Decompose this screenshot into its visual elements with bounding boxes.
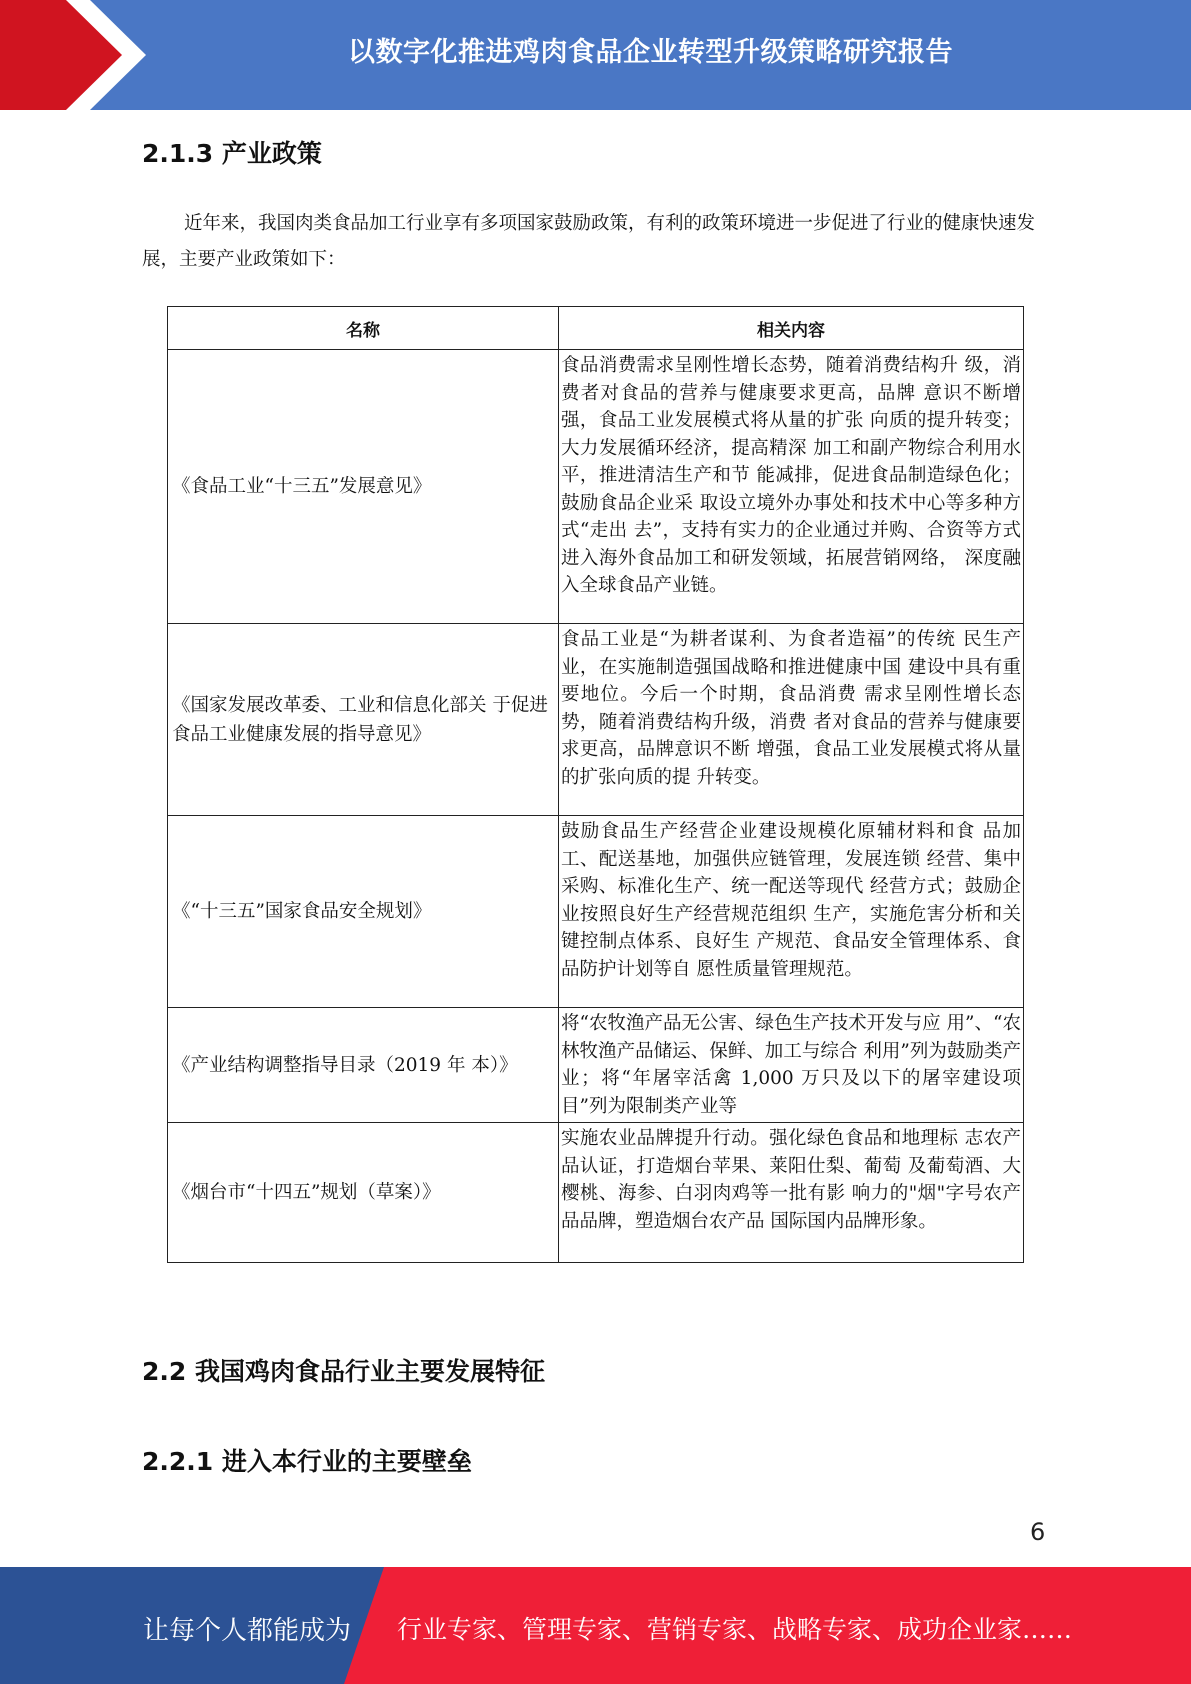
policy-name-cell: 《烟台市“十四五”规划（草案）》 <box>168 1123 559 1263</box>
table-row <box>168 1008 1024 1123</box>
section-heading-2-2: 2.2 我国鸡肉食品行业主要发展特征 <box>142 1357 545 1386</box>
report-title: 以数字化推进鸡肉食品企业转型升级策略研究报告 <box>348 37 953 68</box>
table-row <box>168 816 1024 1008</box>
page-number: 6 <box>1030 1518 1046 1546</box>
policy-content-cell: 鼓励食品生产经营企业建设规模化原辅材料和食 品加工、配送基地，加强供应链管理，发展连锁 经营、集中采购、标准化生产、统一配送等现代 经营方式；鼓励企业按照良好生产经营规范组织 生产，实施危害分析和关键控制点体系、良好生 产规范、食品安全管理体系、食品防护计划等自 愿性质量管理规范。 <box>559 816 1024 1008</box>
policy-name-cell: 《食品工业“十三五”发展意见》 <box>168 350 559 624</box>
section-heading-2-2-1: 2.2.1 进入本行业的主要壁垒 <box>142 1447 472 1476</box>
page-header <box>0 0 1191 110</box>
policy-name-cell: 《“十三五”国家食品安全规划》 <box>168 816 559 1008</box>
policy-name-cell: 《国家发展改革委、工业和信息化部关 于促进食品工业健康发展的指导意见》 <box>168 624 559 816</box>
table-row <box>168 1123 1024 1263</box>
table-header-row <box>168 307 1024 350</box>
policy-content-cell: 食品工业是“为耕者谋利、为食者造福”的传统 民生产业，在实施制造强国战略和推进健康中国 建设中具有重要地位。今后一个时期，食品消费 需求呈刚性增长态势，随着消费结构升级，消费 者对食品的营养与健康要求更高，品牌意识不断 增强，食品工业发展模式将从量的扩张向质的提 升转变。 <box>559 624 1024 816</box>
page-footer <box>0 1567 1191 1684</box>
footer-slogan-left: 让每个人都能成为 <box>143 1616 352 1646</box>
policy-content-cell: 将“农牧渔产品无公害、绿色生产技术开发与应 用”、“农林牧渔产品储运、保鲜、加工与综合 利用”列为鼓励类产业；将“年屠宰活禽 1,000 万只及以下的屠宰建设项目”列为限制类产业等 <box>559 1008 1024 1123</box>
policy-table <box>167 306 1024 1263</box>
section-heading-2-1-3: 2.1.3 产业政策 <box>142 139 322 168</box>
column-header-content: 相关内容 <box>559 307 1024 350</box>
policy-content-cell: 食品消费需求呈刚性增长态势，随着消费结构升 级，消费者对食品的营养与健康要求更高，品牌 意识不断增强，食品工业发展模式将从量的扩张 向质的提升转变；大力发展循环经济，提高精深 加工和副产物综合利用水平，推进清洁生产和节 能减排，促进食品制造绿色化；鼓励食品企业采 取设立境外办事处和技术中心等多种方式“走出 去”，支持有实力的企业通过并购、合资等方式 进入海外食品加工和研发领域，拓展营销网络， 深度融入全球食品产业链。 <box>559 350 1024 624</box>
table-row <box>168 624 1024 816</box>
policy-name-cell: 《产业结构调整指导目录（2019 年 本）》 <box>168 1008 559 1123</box>
policy-content-cell: 实施农业品牌提升行动。强化绿色食品和地理标 志农产品认证，打造烟台苹果、莱阳仕梨、葡萄 及葡萄酒、大樱桃、海参、白羽肉鸡等一批有影 响力的"烟"字号农产品品牌，塑造烟台农产品 国际国内品牌形象。 <box>559 1123 1024 1263</box>
table-row <box>168 350 1024 624</box>
footer-slogan-right: 行业专家、管理专家、营销专家、战略专家、成功企业家…… <box>397 1615 1073 1644</box>
intro-paragraph: 近年来，我国肉类食品加工行业享有多项国家鼓励政策，有利的政策环境进一步促进了行业的健康快速发展，主要产业政策如下： <box>142 213 1036 270</box>
column-header-name: 名称 <box>168 307 559 350</box>
